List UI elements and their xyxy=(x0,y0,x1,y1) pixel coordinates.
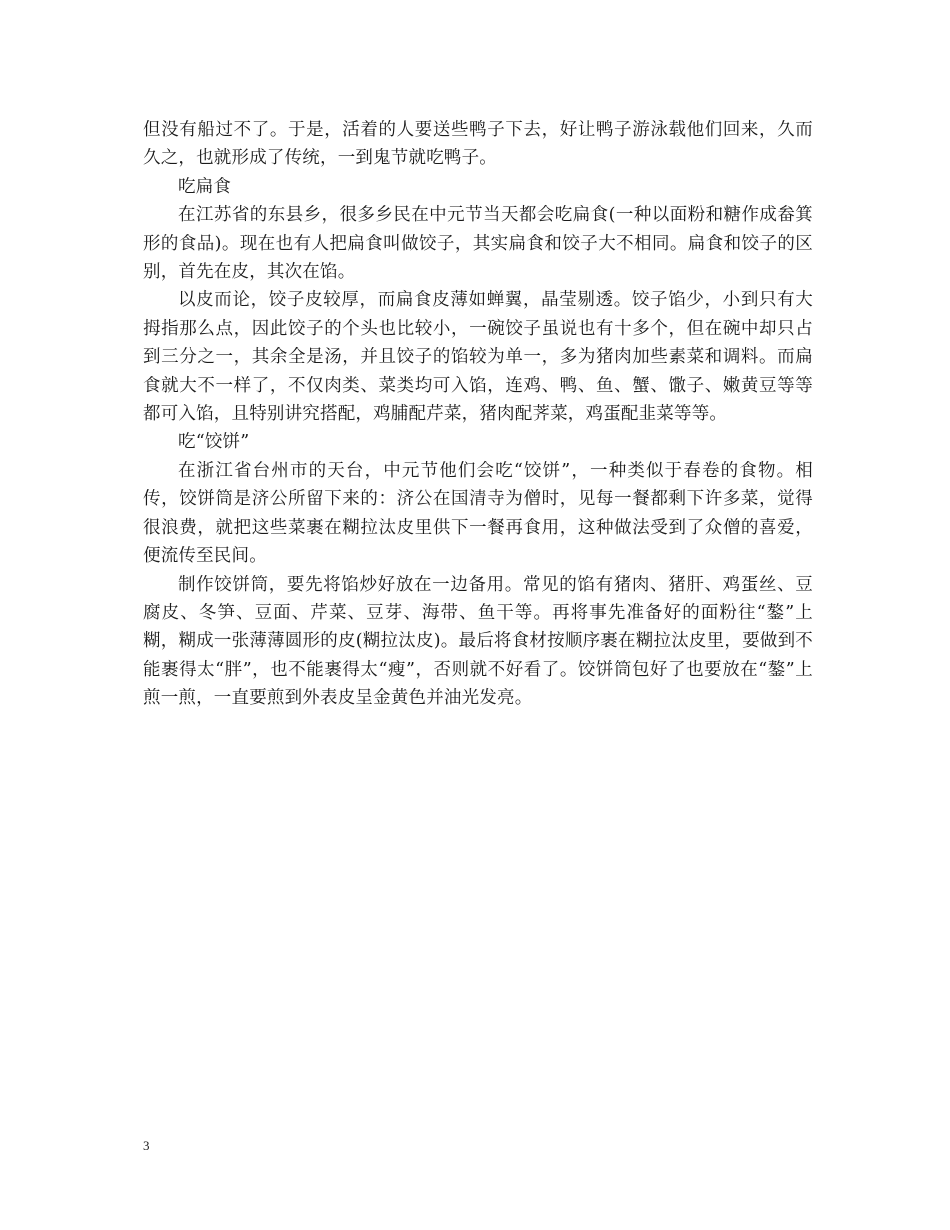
section-heading-bianshi: 吃扁食 xyxy=(178,176,232,197)
document-body xyxy=(143,116,813,713)
paragraph-duck-story-end: 但没有船过不了。于是，活着的人要送些鸭子下去，好让鸭子游泳载他们回来，久而久之，也就形成了传统，一到鬼节就吃鸭子。 xyxy=(143,120,813,169)
paragraph-jiaobing-making: 制作饺饼筒，要先将馅炒好放在一边备用。常见的馅有猪肉、猪肝、鸡蛋丝、豆腐皮、冬笋、豆面、芹菜、豆芽、海带、鱼干等。再将事先准备好的面粉往“鏊”上糊，糊成一张薄薄圆形的皮(糊拉汰皮)。最后将食材按顺序裹在糊拉汰皮里，要做到不能裹得太“胖”，也不能裹得太“瘦”，否则就不好看了。饺饼筒包好了也要放在“鏊”上煎一煎，一直要煎到外表皮呈金黄色并油光发亮。 xyxy=(143,574,813,709)
paragraph-bianshi-intro: 在江苏省的东县乡，很多乡民在中元节当天都会吃扁食(一种以面粉和糖作成畚箕形的食品)。现在也有人把扁食叫做饺子，其实扁食和饺子大不相同。扁食和饺子的区别，首先在皮，其次在馅。 xyxy=(143,205,813,283)
section-heading-jiaobing: 吃“饺饼” xyxy=(178,432,250,453)
page-number: 3 xyxy=(143,1138,150,1153)
paragraph-bianshi-comparison: 以皮而论，饺子皮较厚，而扁食皮薄如蝉翼，晶莹剔透。饺子馅少，小到只有大拇指那么点，因此饺子的个头也比较小，一碗饺子虽说也有十多个，但在碗中却只占到三分之一，其余全是汤，并且饺子的馅较为单一，多为猪肉加些素菜和调料。而扁食就大不一样了，不仅肉类、菜类均可入馅，连鸡、鸭、鱼、蟹、馓子、嫩黄豆等等都可入馅，且特别讲究搭配，鸡脯配芹菜，猪肉配荠菜，鸡蛋配韭菜等等。 xyxy=(143,290,813,425)
paragraph-jiaobing-legend: 在浙江省台州市的天台，中元节他们会吃“饺饼”，一种类似于春卷的食物。相传，饺饼筒是济公所留下来的：济公在国清寺为僧时，见每一餐都剩下许多菜，觉得很浪费，就把这些菜裹在糊拉汰皮里供下一餐再食用，这种做法受到了众僧的喜爱，便流传至民间。 xyxy=(143,460,813,567)
